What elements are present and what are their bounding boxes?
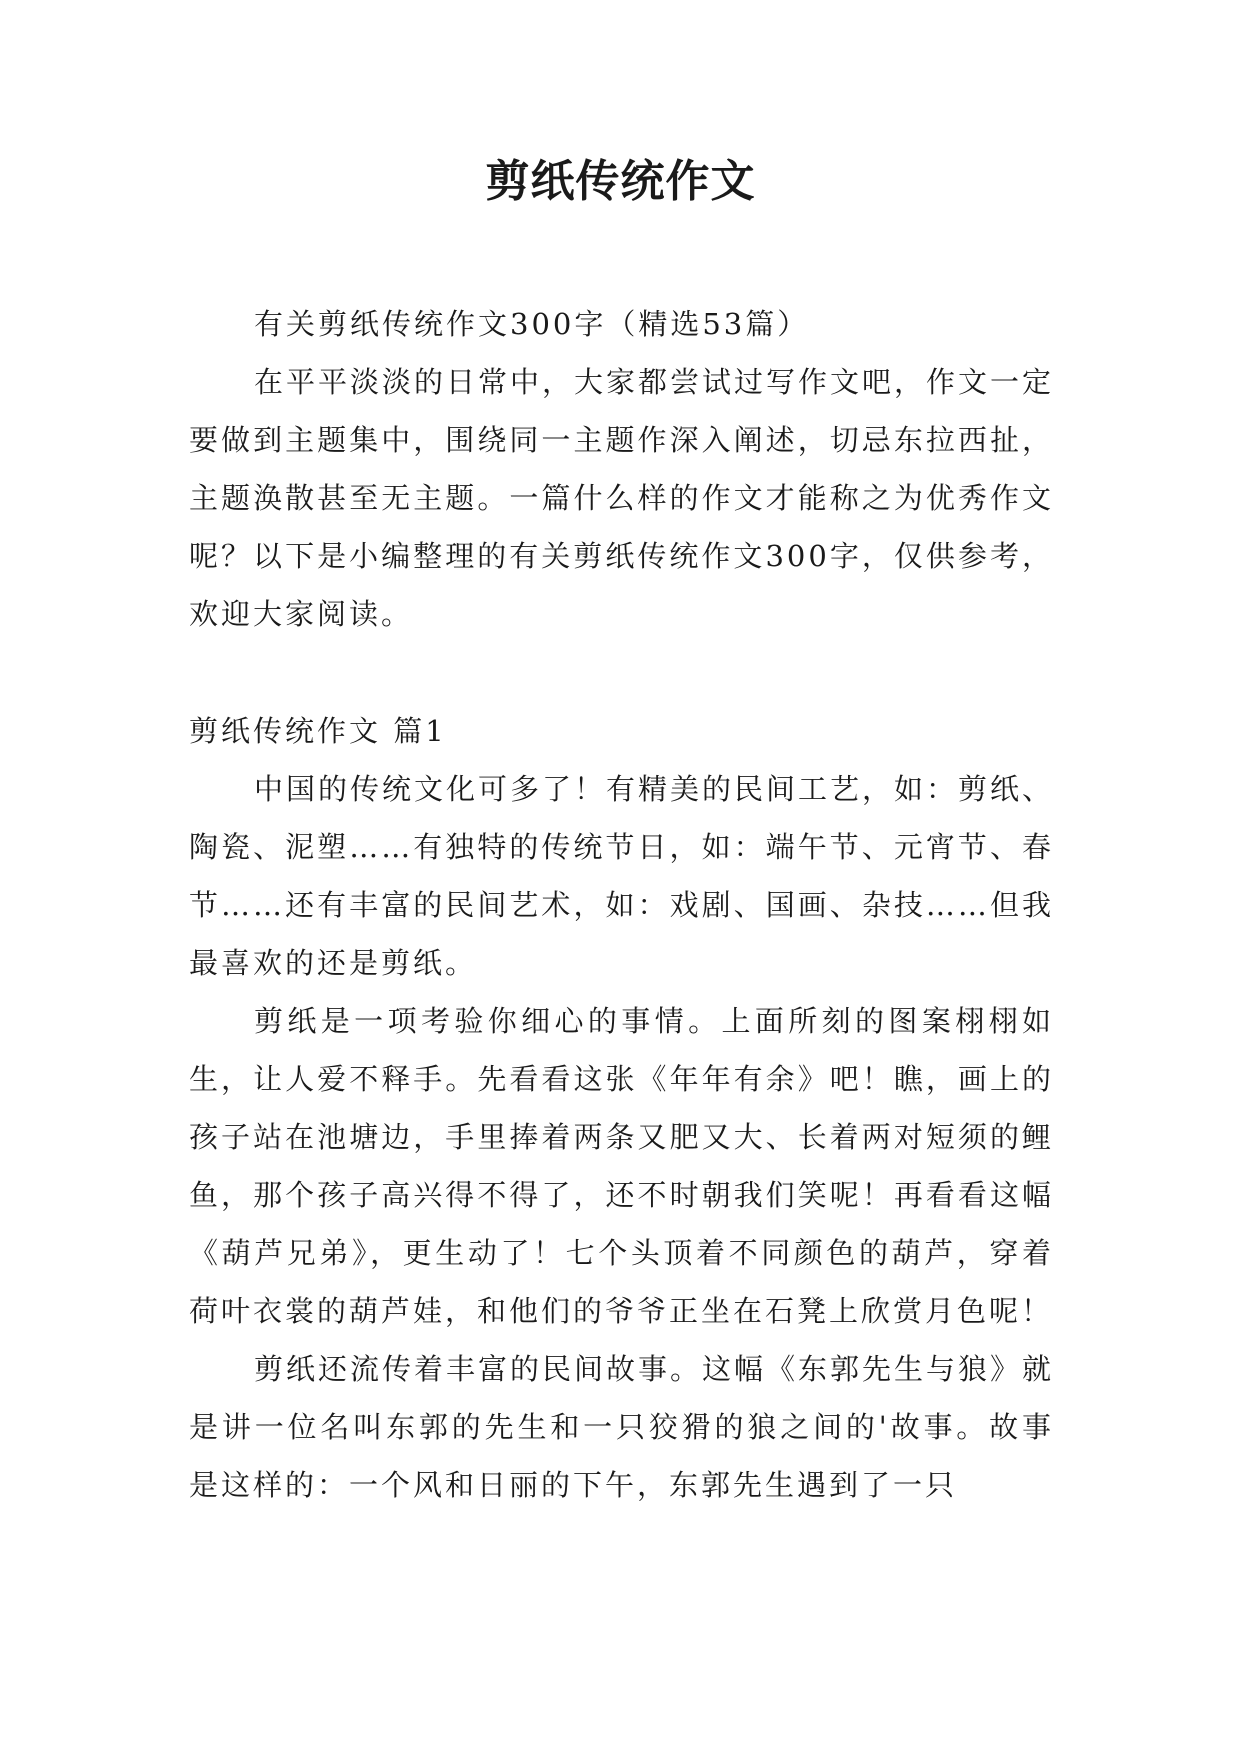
intro-paragraph: 在平平淡淡的日常中，大家都尝试过写作文吧，作文一定要做到主题集中，围绕同一主题作深入阐述，切忌东拉西扯，主题涣散甚至无主题。一篇什么样的作文才能称之为优秀作文呢？以下是小编整理的有关剪纸传统作文300字，仅供参考，欢迎大家阅读。 — [189, 365, 1055, 631]
document-title: 剪纸传统作文 — [485, 156, 756, 207]
essay-paragraph: 剪纸是一项考验你细心的事情。上面所刻的图案栩栩如生，让人爱不释手。先看看这张《年年有余》吧！瞧，画上的孩子站在池塘边，手里捧着两条又肥又大、长着两对短须的鲤鱼，那个孩子高兴得不得了，还不时朝我们笑呢！再看看这幅《葫芦兄弟》，更生动了！七个头顶着不同颜色的葫芦，穿着荷叶衣裳的葫芦娃，和他们的爷爷正坐在石凳上欣赏月色呢！ — [189, 1004, 1054, 1328]
section-heading: 剪纸传统作文 篇1 — [189, 714, 447, 748]
essay-paragraph: 剪纸还流传着丰富的民间故事。这幅《东郭先生与狼》就是讲一位名叫东郭的先生和一只狡猾的狼之间的'故事。故事是这样的：一个风和日丽的下午，东郭先生遇到了一只 — [189, 1352, 1055, 1502]
intro-section — [189, 295, 1054, 643]
essay-paragraph: 中国的传统文化可多了！有精美的民间工艺，如：剪纸、陶瓷、泥塑……有独特的传统节日，如：端午节、元宵节、春节……还有丰富的民间艺术，如：戏剧、国画、杂技……但我最喜欢的还是剪纸。 — [189, 772, 1055, 980]
essay-section — [189, 702, 1054, 1514]
document-subtitle: 有关剪纸传统作文300字（精选53篇） — [254, 307, 810, 341]
